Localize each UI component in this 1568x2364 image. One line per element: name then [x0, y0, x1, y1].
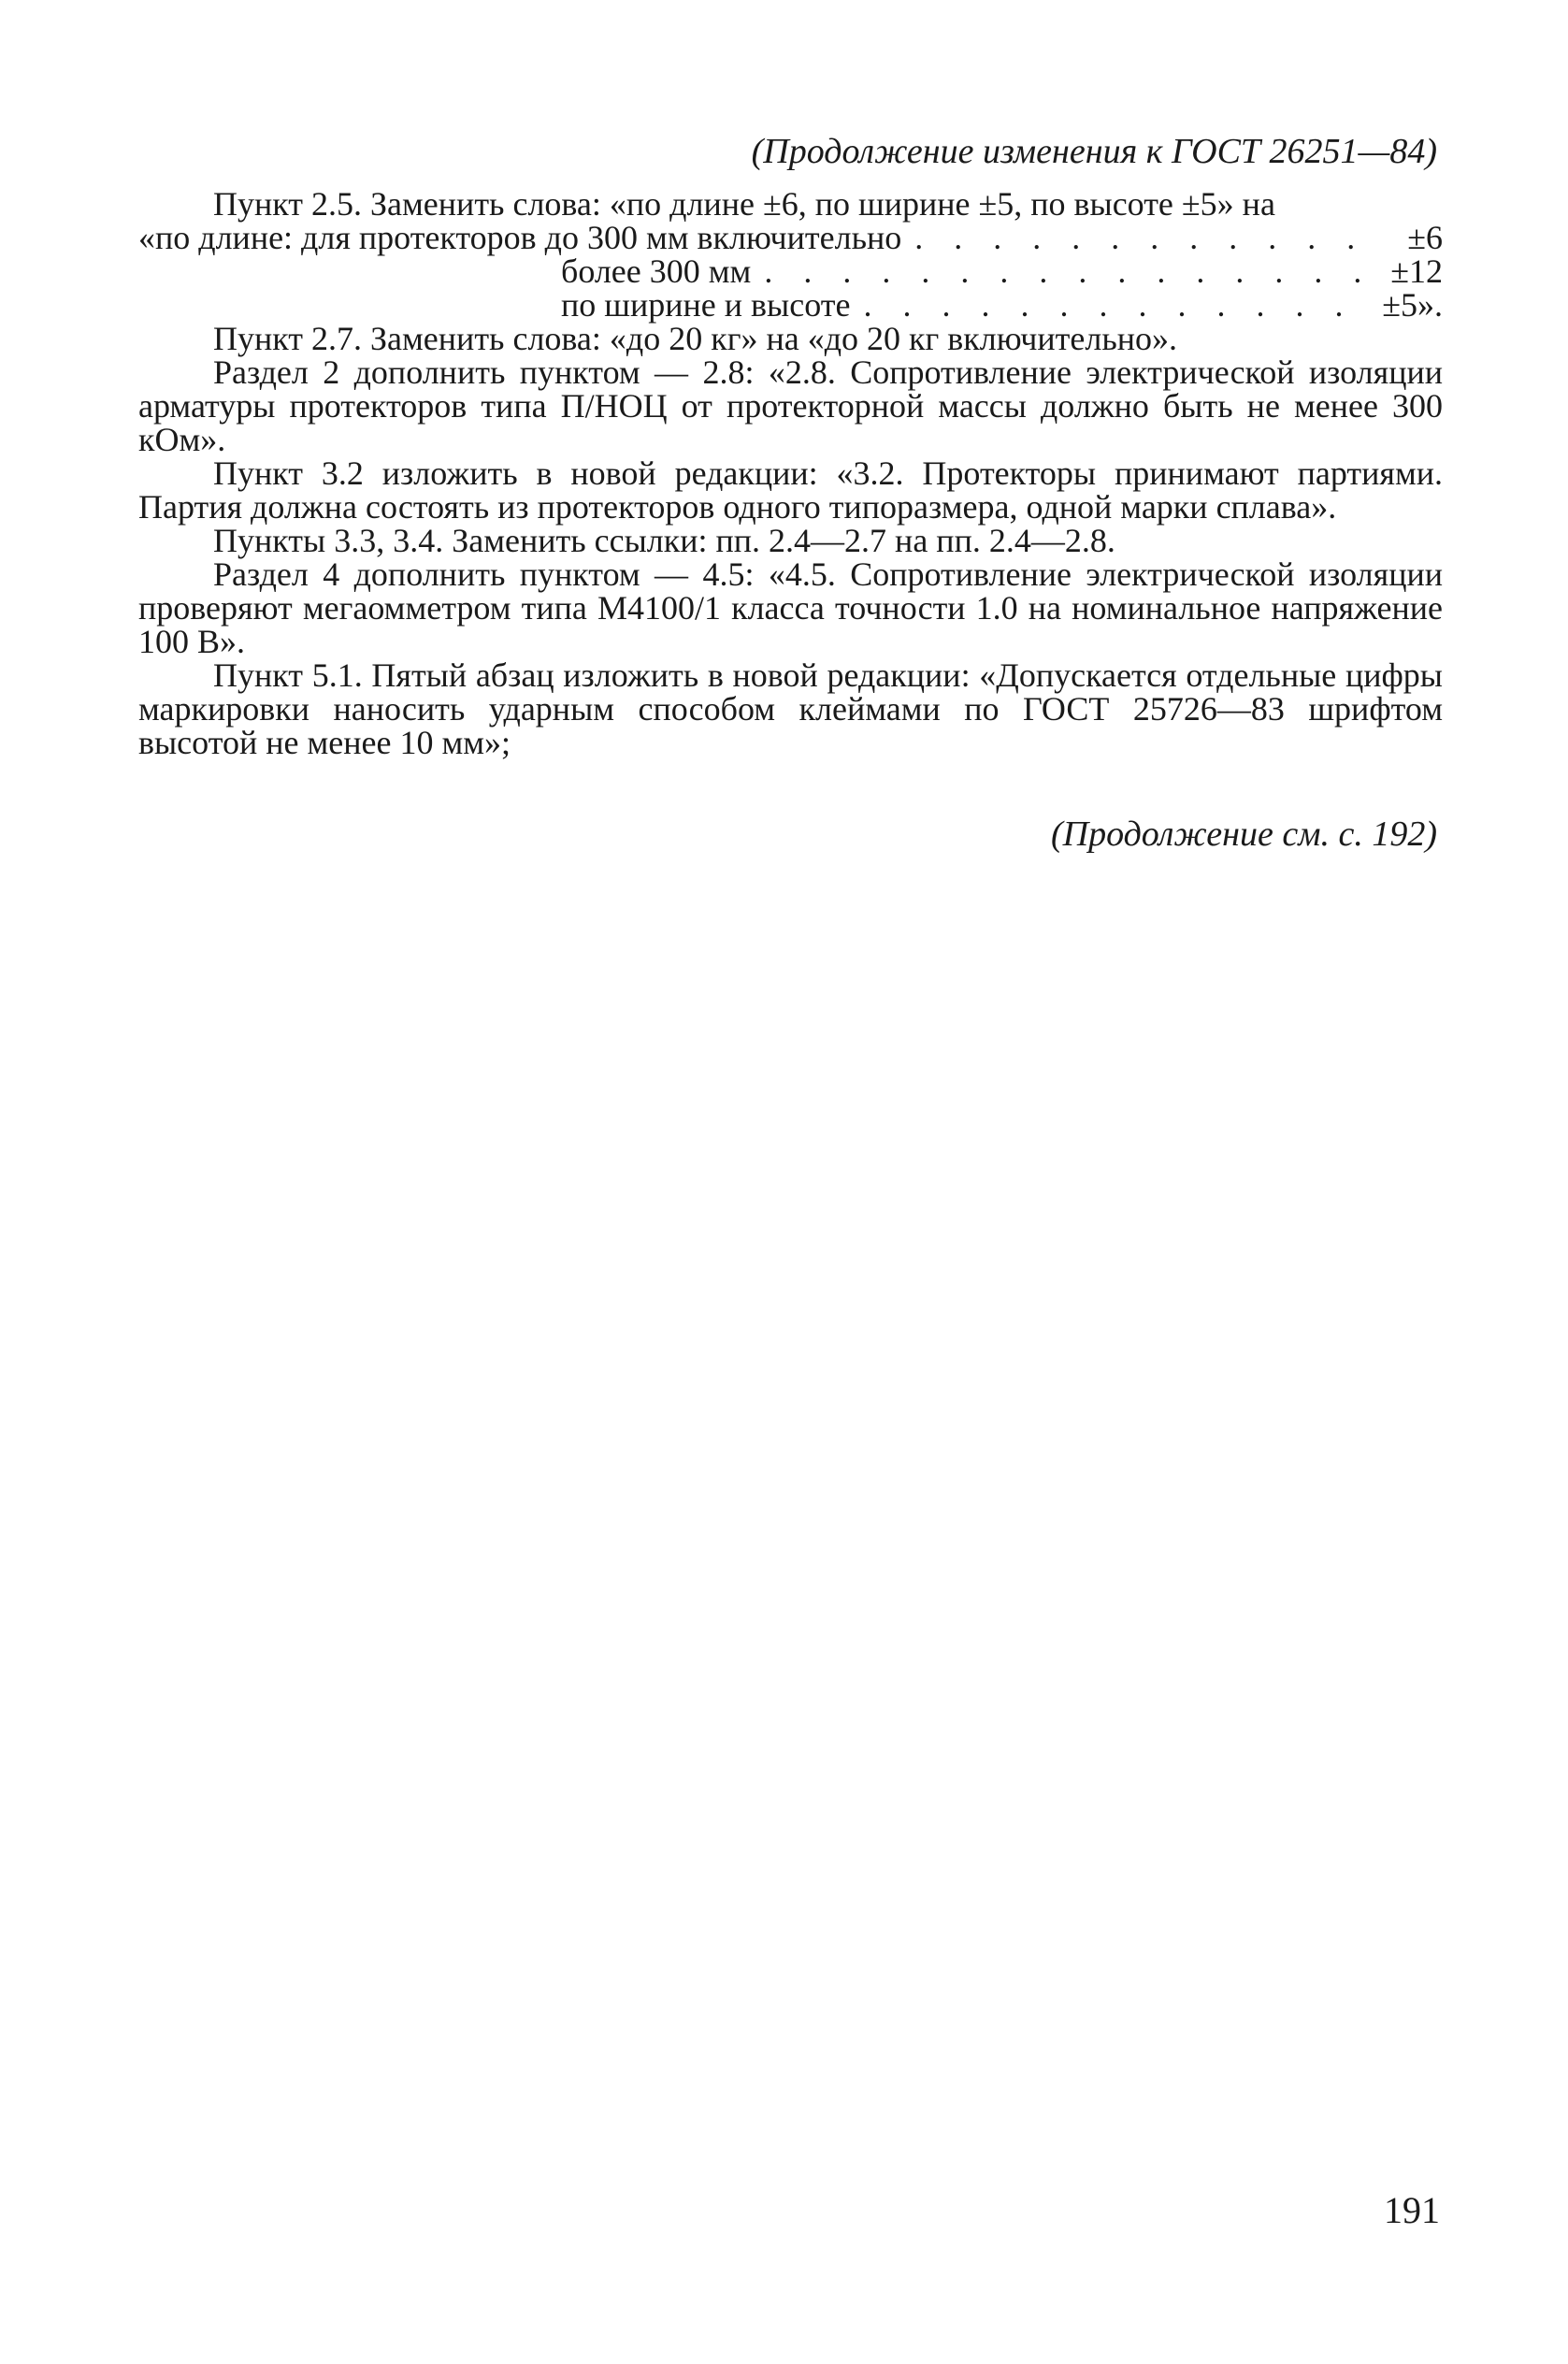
header-continuation-note: (Продолжение изменения к ГОСТ 26251—84) — [751, 132, 1437, 171]
paragraph-2-7: Пункт 2.7. Заменить слова: «до 20 кг» на «до 20 кг включительно». — [213, 320, 1178, 357]
dot-leader — [901, 221, 1368, 254]
paragraph-3-3-3-4: Пункты 3.3, 3.4. Заменить ссылки: пп. 2.4—2.7 на пп. 2.4—2.8. — [213, 522, 1115, 559]
document-body — [138, 187, 1443, 759]
paragraph-section-2: Раздел 2 дополнить пунктом — 2.8: «2.8. Сопротивление электрической изоляции арматуры протекторов типа П/НОЦ от протекторной массы должно быть не менее 300 кОм». — [138, 353, 1443, 458]
tolerance-row-value: ±5». — [1382, 286, 1443, 324]
tolerance-row-width-height — [138, 288, 1443, 322]
tolerance-row-length-300 — [138, 221, 1443, 254]
paragraph-section-4: Раздел 4 дополнить пунктом — 4.5: «4.5. Сопротивление электрической изоляции проверяют мегаомметром типа М4100/1 класса точности 1.0 на номинальное напряжение 100 В». — [138, 555, 1443, 660]
page-number: 191 — [1384, 2189, 1440, 2231]
dot-leader — [751, 254, 1368, 288]
paragraph-5-1: Пункт 5.1. Пятый абзац изложить в новой редакции: «Допускается отдельные цифры маркировки наносить ударным способом клеймами по ГОСТ 25726—83 шрифтом высотой не менее 10 мм»; — [138, 656, 1443, 761]
paragraph-2-5: Пункт 2.5. Заменить слова: «по длине ±6, по ширине ±5, по высоте ±5» на — [213, 185, 1275, 223]
tolerance-row-value: ±6 — [1407, 219, 1443, 256]
tolerance-row-value: ±12 — [1390, 252, 1443, 290]
tolerance-row-label: «по длине: для протекторов до 300 мм включительно — [138, 219, 902, 256]
footer-continuation-note: (Продолжение см. с. 192) — [1050, 814, 1437, 854]
paragraph-3-2: Пункт 3.2 изложить в новой редакции: «3.2. Протекторы принимают партиями. Партия должна состоять из протекторов одного типоразмера, одной марки сплава». — [138, 454, 1443, 526]
tolerance-row-label: более 300 мм — [561, 252, 752, 290]
dot-leader — [850, 288, 1368, 322]
tolerance-row-label: по ширине и высоте — [561, 286, 851, 324]
tolerance-row-over-300 — [138, 254, 1443, 288]
